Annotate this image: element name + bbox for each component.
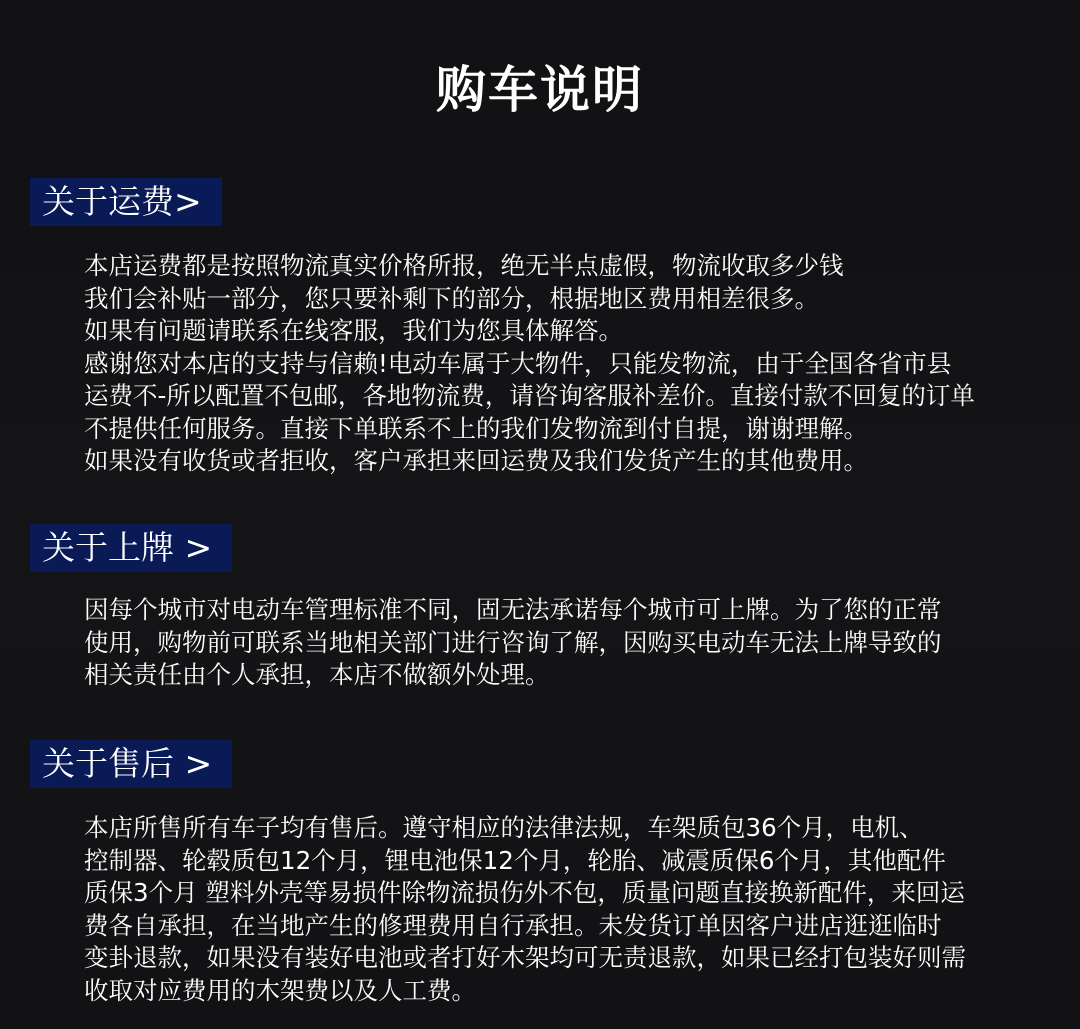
section-body-license-plate	[84, 594, 1064, 692]
text-line: 费各自承担，在当地产生的修理费用自行承担。未发货订单因客户进店逛逛临时	[84, 910, 942, 940]
text-line: 本店运费都是按照物流真实价格所报，绝无半点虚假，物流收取多少钱	[84, 251, 844, 280]
text-line: 相关责任由个人承担，本店不做额外处理。	[84, 660, 550, 689]
section-header-after-sales: 关于售后 >	[30, 740, 232, 788]
text-line: 控制器、轮毂质包12个月，锂电池保12个月，轮胎、减震质保6个月，其他配件	[84, 845, 946, 875]
text-line: 不提供任何服务。直接下单联系不上的我们发物流到付自提，谢谢理解。	[84, 413, 868, 443]
text-line: 收取对应费用的木架费以及人工费。	[84, 975, 476, 1005]
text-line: 我们会补贴一部分，您只要补剩下的部分，根据地区费用相差很多。	[84, 283, 819, 313]
text-line: 运费不-所以配置不包邮，各地物流费，请咨询客服补差价。直接付款不回复的订单	[84, 381, 975, 410]
section-body-shipping	[84, 250, 1064, 478]
text-line: 感谢您对本店的支持与信赖!电动车属于大物件，只能发物流，由于全国各省市县	[84, 348, 952, 378]
section-body-after-sales	[84, 812, 1064, 1007]
text-line: 质保3个月 塑料外壳等易损件除物流损伤外不包，质量问题直接换新配件，来回运	[84, 878, 965, 907]
text-line: 如果有问题请联系在线客服，我们为您具体解答。	[84, 316, 623, 345]
text-line: 本店所售所有车子均有售后。遵守相应的法律法规，车架质包36个月，电机、	[84, 813, 924, 842]
page-title: 购车说明	[436, 61, 644, 119]
text-line: 因每个城市对电动车管理标准不同，固无法承诺每个城市可上牌。为了您的正常	[84, 595, 942, 624]
text-line: 如果没有收货或者拒收，客户承担来回运费及我们发货产生的其他费用。	[84, 446, 868, 475]
text-line: 使用，购物前可联系当地相关部门进行咨询了解，因购买电动车无法上牌导致的	[84, 627, 942, 657]
section-header-shipping: 关于运费>	[30, 178, 222, 226]
text-line: 变卦退款，如果没有装好电池或者打好木架均可无责退款，如果已经打包装好则需	[84, 943, 966, 972]
section-header-license-plate: 关于上牌 >	[30, 524, 232, 572]
